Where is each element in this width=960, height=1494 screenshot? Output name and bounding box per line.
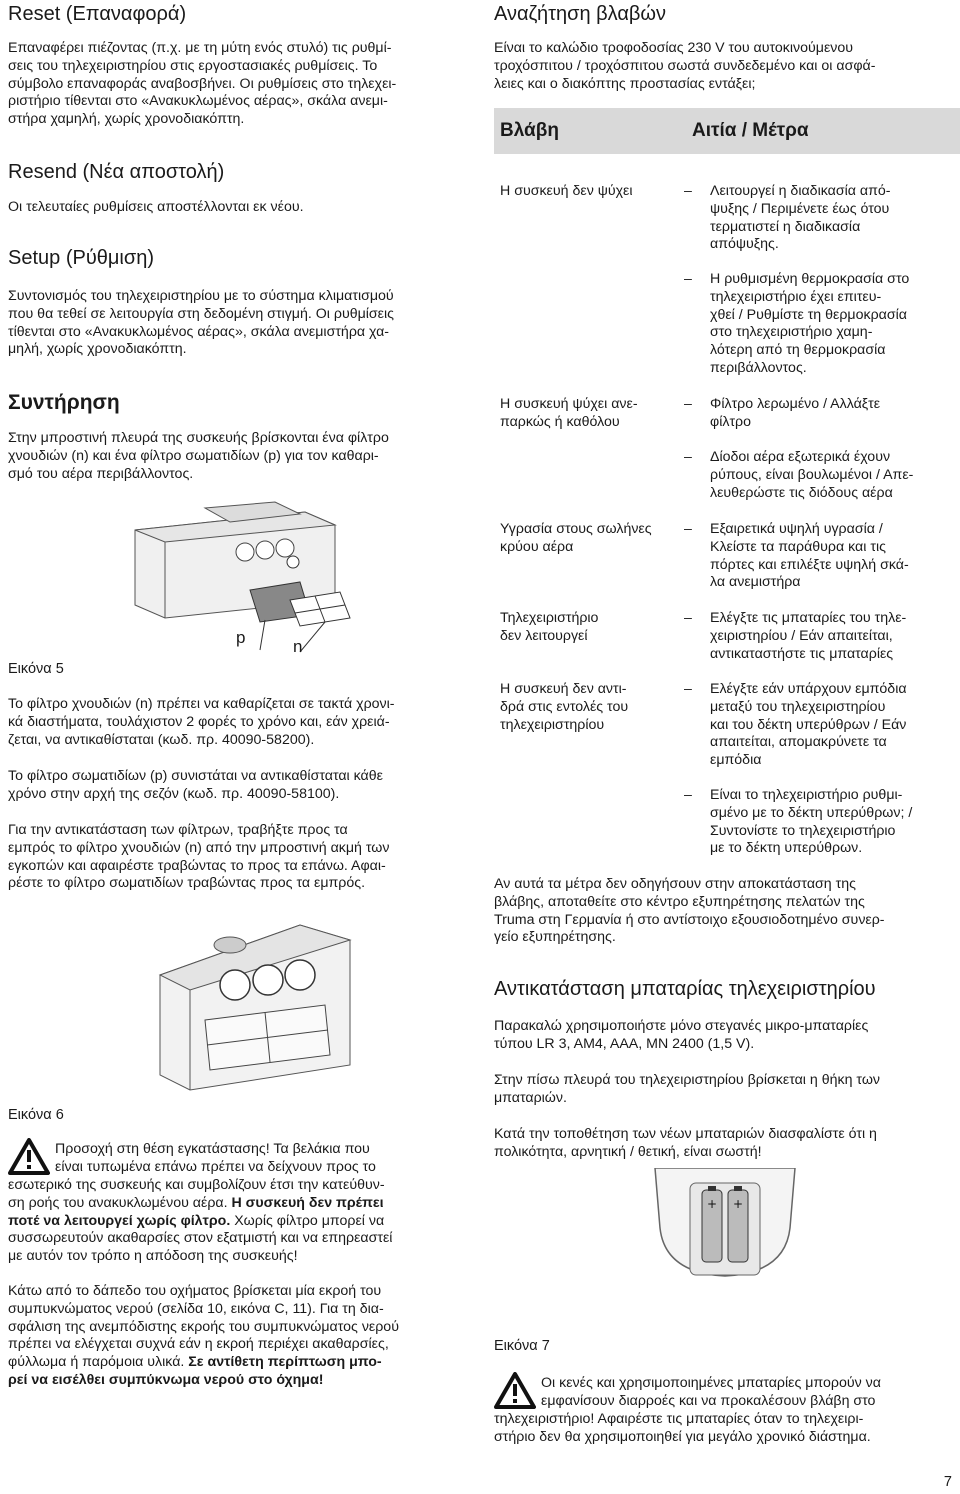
bold-text: Η συσκευή δεν πρέπει xyxy=(231,1194,384,1211)
warning-line-1: Προσοχή στη θέση εγκατάστασης! Τα βελάκια που xyxy=(55,1141,370,1157)
text-line: τίθενται στο «Ανακυκλωμένος αέρας», σκάλα ανεμιστήρα χα- xyxy=(8,323,390,340)
text-line: Λειτουργεί η διαδικασία από- xyxy=(710,183,891,199)
text-line: Η συσκευή δεν ψύχει xyxy=(500,183,633,199)
reset-section xyxy=(8,2,186,26)
table-row-remedy xyxy=(684,396,954,432)
text-line: σεις του τηλεχειριστηρίου στις εργοστασιακές ρυθμίσεις. Το xyxy=(8,57,378,74)
maintenance-title: Συντήρηση xyxy=(8,391,120,414)
text-line: λότερη από τη θερμοκρασία xyxy=(710,342,886,359)
text-line xyxy=(8,1354,470,1372)
text-line: πρέπει να ελέγχεται συχνά εάν η εκροή περιέχει ακαθαρσίες, xyxy=(8,1336,389,1353)
text-line: φίλτρο xyxy=(710,413,752,430)
dash: – xyxy=(684,271,692,287)
text-line: απαιτείται, απομακρύνετε τα xyxy=(710,734,887,751)
text-line: λα ανεμιστήρα xyxy=(710,574,801,591)
text-line: στο τηλεχειριστήριο χαμη- xyxy=(710,324,873,341)
dash: – xyxy=(684,183,692,199)
warning-icon xyxy=(494,1372,536,1409)
text-line: χειριστηρίου / Εάν απαιτείται, xyxy=(710,627,893,644)
text-line: βλάβης, αποταθείτε στο κέντρο εξυπηρέτησης πελατών της xyxy=(494,893,865,910)
filter-p-text xyxy=(8,768,468,804)
text-line: ζεται, να αντικαθίσταται (κωδ. πρ. 40090-58200). xyxy=(8,731,315,748)
text-line: σμό του αέρα περιβάλλοντος. xyxy=(8,465,194,482)
text-line: εμπόδια xyxy=(710,752,762,769)
text-line: μηλή, χωρίς χρονοδιακόπτη. xyxy=(8,341,187,358)
maintenance-text xyxy=(8,430,468,483)
text-line: Στην πίσω πλευρά του τηλεχειριστηρίου βρίσκεται η θήκη των xyxy=(494,1072,881,1088)
text-line: ρέστε το φίλτρο σωματιδίων τραβώντας προς τα εμπρός. xyxy=(8,875,366,892)
battery-p2 xyxy=(494,1072,954,1108)
troubleshooting-title: Αναζήτηση βλαβών xyxy=(494,3,667,25)
figure-5-illustration xyxy=(125,500,425,670)
bold-text: Σε αντίθετη περίπτωση μπο- xyxy=(188,1354,382,1371)
text-span: Χωρίς φίλτρο μπορεί να xyxy=(230,1212,385,1229)
remedy-text xyxy=(710,787,954,858)
text-line: γείο εξυπηρέτησης. xyxy=(494,929,616,946)
figure-7-illustration xyxy=(650,1168,800,1278)
remedy-text xyxy=(710,610,954,663)
dash: – xyxy=(684,681,692,697)
text-line: Συντονίστε το τηλεχειριστήριο xyxy=(710,822,896,839)
column-header-fault: Βλάβη xyxy=(500,120,559,141)
text-line: Η συσκευή δεν αντι- xyxy=(500,681,627,697)
text-line: τροχόσπιτου / τροχόσπιτου σωστά συνδεδεμένο και οι ασφά- xyxy=(494,57,876,74)
text-line: Το φίλτρο σωματιδίων (p) συνιστάται να αντικαθίσταται κάθε xyxy=(8,768,383,784)
bold-text: ποτέ να λειτουργεί χωρίς φίλτρο. xyxy=(8,1212,231,1229)
svg-text:+: + xyxy=(707,1197,718,1211)
resend-title: Resend (Νέα αποστολή) xyxy=(8,161,225,183)
battery-warning-line-1: Οι κενές και χρησιμοποιημένες μπαταρίες μπορούν να xyxy=(541,1375,881,1391)
dash: – xyxy=(684,610,692,626)
table-row-remedy xyxy=(684,449,954,502)
text-line: Τηλεχειριστήριο xyxy=(500,610,599,626)
text-line: Ελέγξτε τις μπαταρίες του τηλε- xyxy=(710,610,907,626)
drain-text xyxy=(8,1283,470,1390)
text-line xyxy=(8,1213,470,1231)
text-line: ψυξης / Περιμένετε έως ότου xyxy=(710,200,890,217)
filter-n-text xyxy=(8,696,468,749)
text-span: φύλλωμα ή παρόμοια υλικά. xyxy=(8,1354,189,1371)
troubleshooting-table-header xyxy=(494,108,960,154)
figure-6-label: Εικόνα 6 xyxy=(8,1107,64,1123)
text-line: Εξαιρετικά υψηλή υγρασία / xyxy=(710,521,883,537)
text-line: που θα τεθεί σε λειτουργία στη δεδομένη στιγμή. Οι ρυθμίσεις xyxy=(8,305,394,322)
text-line: τηλεχειριστηρίου xyxy=(500,716,605,733)
text-line: λευθερώστε τις διόδους αέρα xyxy=(710,484,893,501)
troubleshooting-intro xyxy=(494,40,954,93)
text-line: σφάλιση της ανεμπόδιστης εκροής του συμπυκνώματος νερού xyxy=(8,1318,399,1335)
setup-title: Setup (Ρύθμιση) xyxy=(8,247,154,269)
text-line: τηλεχειριστήριο! Αφαιρέστε τις μπαταρίες όταν το τηλεχειρι- xyxy=(494,1411,864,1427)
text-line: Υγρασία στους σωλήνες xyxy=(500,521,652,537)
table-row-fault xyxy=(500,681,670,734)
remedy-text xyxy=(710,449,954,502)
text-line: Η συσκευή ψύχει ανε- xyxy=(500,396,638,412)
label-n: n xyxy=(293,637,303,656)
text-line: αντικαταστήστε τις μπαταρίες xyxy=(710,645,894,662)
dash: – xyxy=(684,787,692,803)
text-line: στήριο δεν θα χρησιμοποιηθεί για μεγάλο χρονικό διάστημα. xyxy=(494,1428,871,1445)
remedy-text xyxy=(710,521,954,592)
figure-7-label: Εικόνα 7 xyxy=(494,1338,550,1354)
text-line: ριστήριο τίθενται στο «Ανακυκλωμένος αέρας», σκάλα ανεμι- xyxy=(8,93,388,110)
text-line: Επαναφέρει πιέζοντας (π.χ. με τη μύτη ενός στυλό) τις ρυθμί- xyxy=(8,40,392,56)
text-line xyxy=(8,1195,470,1213)
text-line: απόψυξης. xyxy=(710,236,779,253)
table-row-fault xyxy=(500,183,670,201)
text-line: Κατά την τοποθέτηση των νέων μπαταριών διασφαλίστε ότι η xyxy=(494,1126,877,1142)
warning-line-2: είναι τυπωμένα επάνω πρέπει να δείχνουν προς το xyxy=(55,1159,376,1175)
battery-p3 xyxy=(494,1126,954,1162)
text-line: Κλείστε τα παράθυρα και τις xyxy=(710,538,886,555)
text-line: Δίοδοι αέρα εξωτερικά έχουν xyxy=(710,449,891,465)
battery-warning-line-2: εμφανίσουν διαρροές και να προκαλέσουν βλάβη στο xyxy=(541,1393,876,1409)
text-line: χρόνο στην αρχή της σεζόν (κωδ. πρ. 40090-58100). xyxy=(8,785,340,802)
text-line: Στην μπροστινή πλευρά της συσκευής βρίσκονται ένα φίλτρο xyxy=(8,430,389,446)
text-line: συσσωρευτούν ακαθαρσίες στον εξατμιστή και να επηρεαστεί xyxy=(8,1230,393,1247)
text-line: δρά στις εντολές του xyxy=(500,698,629,715)
warning-icon xyxy=(8,1138,50,1175)
remedy-text xyxy=(710,271,954,378)
table-row-remedy xyxy=(684,183,954,254)
table-row-fault xyxy=(500,396,670,432)
table-row-remedy xyxy=(684,271,954,378)
remedy-text xyxy=(710,681,954,770)
label-p: p xyxy=(236,628,246,647)
text-line: Φίλτρο λερωμένο / Αλλάξτε xyxy=(710,396,881,412)
text-line: λειες και ο διακόπτης προστασίας εντάξει; xyxy=(494,75,756,92)
figure-5-label: Εικόνα 5 xyxy=(8,661,64,677)
text-line: εγκοπών και αφαιρέστε τραβώντας το προς τα επάνω. Αφαι- xyxy=(8,857,386,874)
battery-warning-body xyxy=(494,1411,956,1447)
text-line: σύμβολο επαναφοράς αναβοσβήνει. Οι ρυθμίσεις στο τηλεχει- xyxy=(8,75,397,92)
text-line: Για την αντικατάσταση των φίλτρων, τραβήξτε προς τα xyxy=(8,822,348,838)
text-line: δεν λειτουργεί xyxy=(500,627,588,644)
text-line: Η ρυθμισμένη θερμοκρασία στο xyxy=(710,271,910,287)
text-line: πολικότητα, αρνητική / θετική, είναι σωστή! xyxy=(494,1143,762,1160)
text-line: πόρτες και επιλέξτε υψηλή σκά- xyxy=(710,556,909,573)
text-line: χνουδιών (n) και ένα φίλτρο σωματιδίων (p) για τον καθαρι- xyxy=(8,447,379,464)
text-line: Συντονισμός του τηλεχειριστηρίου με το σύστημα κλιματισμού xyxy=(8,288,394,304)
table-row-remedy xyxy=(684,787,954,858)
text-line: συμπυκνώματος νερού (σελίδα 10, εικόνα C, 11). Για τη δια- xyxy=(8,1300,384,1317)
troubleshooting-outro xyxy=(494,876,954,947)
text-line: Ελέγξτε εάν υπάρχουν εμπόδια xyxy=(710,681,907,697)
battery-title: Αντικατάσταση μπαταρίας τηλεχειριστηρίου xyxy=(494,978,876,1000)
text-line: σμένο με το δέκτη υπερύθρων; / xyxy=(710,804,913,821)
text-line: Αν αυτά τα μέτρα δεν οδηγήσουν στην αποκατάσταση της xyxy=(494,876,856,892)
text-line: εσωτερικό της συσκευής και συμβολίζουν έτσι την κατεύθυν- xyxy=(8,1177,385,1193)
page-number: 7 xyxy=(943,1474,952,1490)
warning-text-body xyxy=(8,1177,470,1266)
replace-filters-text xyxy=(8,822,468,893)
remedy-text xyxy=(710,396,954,432)
text-line: χθεί / Ρυθμίστε τη θερμοκρασία xyxy=(710,306,907,323)
setup-text xyxy=(8,288,468,359)
text-line: και του δέκτη υπερύθρων / Εάν xyxy=(710,716,907,733)
text-line: με το δέκτη υπερύθρων. xyxy=(710,840,863,857)
dash: – xyxy=(684,396,692,412)
text-line: μπαταριών. xyxy=(494,1089,567,1106)
text-line: τύπου LR 3, AM4, AAA, MN 2400 (1,5 V). xyxy=(494,1035,755,1052)
text-line: κά διαστήματα, τουλάχιστον 2 φορές το χρόνο και, εάν χρειά- xyxy=(8,713,390,730)
dash: – xyxy=(684,521,692,537)
table-row-remedy xyxy=(684,521,954,592)
bold-text: ρεί να εισέλθει συμπύκνωμα νερού στο όχημα! xyxy=(8,1371,324,1388)
text-line: τερματιστεί η διαδικασία xyxy=(710,218,861,235)
text-line: παρκώς ή καθόλου xyxy=(500,413,620,430)
text-line: τηλεχειριστήριο έχει επιτευ- xyxy=(710,288,882,305)
reset-title: Reset (Επαναφορά) xyxy=(8,3,187,25)
text-line: μεταξύ του τηλεχειριστηρίου xyxy=(710,698,886,715)
text-line: εμπρός το φίλτρο χνουδιών (n) από την μπροστινή ακμή των xyxy=(8,839,390,856)
battery-p1 xyxy=(494,1018,954,1054)
text-line: κρύου αέρα xyxy=(500,538,574,555)
text-line: περιβάλλοντος. xyxy=(710,359,807,376)
text-line: Το φίλτρο χνουδιών (n) πρέπει να καθαρίζεται σε τακτά χρονι- xyxy=(8,696,395,712)
text-line: ρύπους, είναι βουλωμένοι / Απε- xyxy=(710,466,914,483)
text-line: Παρακαλώ χρησιμοποιήστε μόνο στεγανές μικρο-μπαταρίες xyxy=(494,1018,869,1034)
svg-text:+: + xyxy=(733,1197,744,1211)
reset-text xyxy=(8,40,468,129)
text-line: Είναι το τηλεχειριστήριο ρυθμι- xyxy=(710,787,903,803)
text-line: Κάτω από το δάπεδο του οχήματος βρίσκεται μία εκροή του xyxy=(8,1283,382,1299)
table-row-remedy xyxy=(684,610,954,663)
resend-text: Οι τελευταίες ρυθμίσεις αποστέλλονται εκ νέου. xyxy=(8,199,304,215)
text-line: Είναι το καλώδιο τροφοδοσίας 230 V του αυτοκινούμενου xyxy=(494,40,854,56)
text-span: ση ροής του ανακυκλωμένου αέρα. xyxy=(8,1194,232,1211)
remedy-text xyxy=(710,183,954,254)
table-row-remedy xyxy=(684,681,954,770)
text-line xyxy=(8,1372,470,1390)
table-row-fault xyxy=(500,610,670,646)
column-header-remedy: Αιτία / Μέτρα xyxy=(692,120,809,141)
dash: – xyxy=(684,449,692,465)
text-line: Truma στη Γερμανία ή στο αντίστοιχο εξουσιοδοτημένο συνερ- xyxy=(494,911,885,928)
text-line: στήρα χαμηλή, χωρίς χρονοδιακόπτη. xyxy=(8,111,245,128)
figure-6-illustration xyxy=(150,905,380,1100)
table-row-fault xyxy=(500,521,670,557)
text-line: με αυτόν τον τρόπο η απόδοση της συσκευής! xyxy=(8,1248,298,1265)
